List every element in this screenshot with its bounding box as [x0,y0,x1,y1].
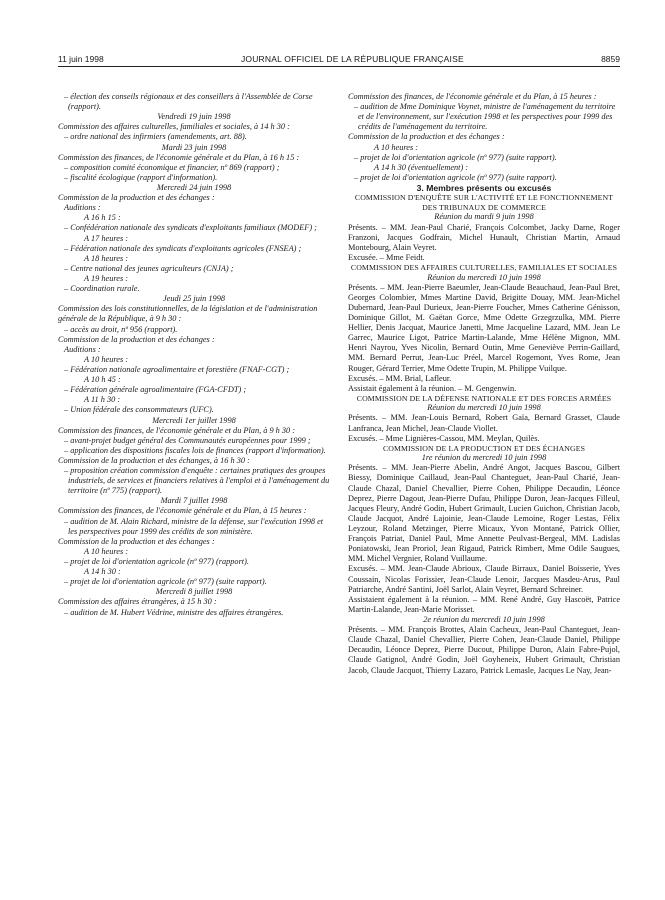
agenda-time: A 16 h 15 : [84,213,121,223]
agenda-time: A 10 h 45 : [84,375,121,385]
agenda-time: A 14 h 30 (éventuellement) : [374,162,469,172]
agenda-item: – accès au droit, nº 956 (rapport). [64,324,178,334]
attendance-paragraph: Excusés. – Mme Lignières-Cassou, MM. Meylan, Quilès. [348,433,540,443]
agenda-item: – Union fédérale des consommateurs (UFC). [64,405,214,415]
agenda-heading: Commission des finances, de l'économie générale et du Plan, à 15 heures : [348,92,597,101]
commission-heading: COMMISSION DE LA PRODUCTION ET DES ÉCHANGES [382,443,586,453]
agenda-item: – Confédération nationale des syndicats d'exploitants familiaux (MODEF) ; [64,223,317,233]
attendance-paragraph: Assistait également à la réunion. – M. Gengenwin. [348,383,517,393]
agenda-item: – ordre national des infirmiers (amendements, art. 88). [64,132,247,142]
meeting-date: Réunion du mercredi 10 juin 1998 [427,272,541,282]
agenda-item: Auditions : [64,203,101,213]
agenda-item: – application des dispositions fiscales lois de finances (rapport d'information). [64,445,326,455]
agenda-item: – fiscalité écologique (rapport d'information). [64,172,218,182]
agenda-time: A 18 heures : [84,253,129,263]
attendance-paragraph: Assistaient également à la réunion. – MM. René André, Guy Hascoët, Patrice Martin-Lalande, Jean-Marie Morisset. [348,594,620,614]
attendance-paragraph: Présents. – MM. Jean-Pierre Baeumler, Jean-Claude Beauchaud, Jean-Paul Bret, Georges Colombier, Mmes Martine David, Brigitte Douay, MM. Jean-Michel Dubernard, Jean-Paul Durieux, Jean-Pierre Foucher, Mmes Catherine Génisson, Dominique Gillot, M. Gaëtan Gorce, Mme Odette Grzegrzulka, MM. Pierre Hellier, Denis Jacquat, Maurice Janetti, Mme Jacqueline Lazard, MM. Jean Le Garrec, Maurice Ligot, Patrice Martin-Lalande, Mme Hélène Mignon, MM. Henri Nayrou, Yves Nicolin, Bernard Outin, Mme Geneviève Perrin-Gaillard, MM. Bernard Perrut, Jean-Luc Préel, Marcel Rogemont, Yves Rome, Jean Rouger, Gérard Terrier, Mme Odette Trupin, M. Philippe Vuilque. [348,282,620,373]
agenda-item: – projet de loi d'orientation agricole (nº 977) (rapport). [64,557,249,567]
page-header [58,53,620,67]
agenda-heading: Commission de la production et des échanges : [58,334,215,344]
agenda-item: – projet de loi d'orientation agricole (nº 977) (suite rapport). [64,577,267,587]
agenda-item: – Fédération générale agroalimentaire (FGA-CFDT) ; [64,385,247,395]
attendance-paragraph: Excusés. – MM. Jean-Claude Abrioux, Claude Birraux, Daniel Boisserie, Yves Coussain, Nicolas Forissier, Jean-Claude Lenoir, Jacques Masdeu-Arus, Paul Patriarche, André Santini, Joël Sarlot, Alain Veyret, Bernard Schreiner. [348,564,620,594]
agenda-item: – audition de Mme Dominique Voynet, ministre de l'aménagement du territoire et de l'environnement, sur l'exécution 1998 et les perspectives pour 1999 des crédits de l'aménagement du territoire. [354,102,616,132]
agenda-date: Jeudi 25 juin 1998 [163,294,225,304]
commission-heading: COMMISSION DE LA DÉFENSE NATIONALE ET DES FORCES ARMÉES [356,393,612,403]
agenda-item: – élection des conseils régionaux et des conseillers à l'Assemblée de Corse (rapport). [64,92,313,112]
agenda-item: Auditions : [64,344,101,354]
agenda-heading: Commission des lois constitutionnelles, de la législation et de l'administration générale de la République, à 9 h 30 : [58,304,318,324]
attendance-paragraph: Excusés. – MM. Brial, Lafleur. [348,373,452,383]
agenda-item: – projet de loi d'orientation agricole (nº 977) (suite rapport). [354,172,557,182]
agenda-heading: Commission de la production et des échanges : [58,536,215,546]
agenda-date: Mercredi 1er juillet 1998 [152,415,236,425]
header-journal-title: JOURNAL OFFICIEL DE LA RÉPUBLIQUE FRANÇAISE [240,53,464,64]
meeting-date: Réunion du mardi 9 juin 1998 [434,212,534,222]
agenda-date: Vendredi 19 juin 1998 [157,112,231,122]
header-date: 11 juin 1998 [58,53,104,64]
agenda-time: A 19 heures : [84,273,129,283]
agenda-time: A 10 heures : [84,354,129,364]
agenda-item: – projet de loi d'orientation agricole (nº 977) (suite rapport). [354,152,557,162]
agenda-heading: Commission des finances, de l'économie générale et du Plan, à 16 h 15 : [58,152,300,162]
attendance-paragraph: Présents. – MM. Jean-Louis Bernard, Robert Gaïa, Bernard Grasset, Claude Lanfranca, Jean Michel, Jean-Claude Viollet. [348,413,620,433]
agenda-item: – proposition création commission d'enquête : certaines pratiques des groupes industriels, de services et financiers relatives à l'emploi et à l'aménagement du territoire (nº 775) (rapport). [64,466,330,496]
attendance-paragraph: Présents. – MM. Jean-Paul Charié, François Colcombet, Jacky Darne, Roger Franzoni, Jacques Godfrain, Michel Hunault, Christian Martin, Arnaud Montebourg, Alain Veyret. [348,222,620,252]
agenda-time: A 11 h 30 : [84,395,121,405]
agenda-heading: Commission des affaires culturelles, familiales et sociales, à 14 h 30 : [58,122,290,132]
attendance-paragraph: Présents. – MM. Jean-Pierre Abelin, André Angot, Jacques Bascou, Gilbert Biessy, Dominique Caillaud, Jean-Paul Chanteguet, Jean-Paul Charié, Jean-Claude Chazal, Daniel Chevallier, Pierre Cohen, Philippe Decaudin, Léonce Deprez, Pierre Dagout, Jean-Pierre Dufau, Philippe Duron, Jean-Jacques Filleul, Jacques Fleury, André Godin, Hubert Grimault, Lucien Guichon, Christian Jacob, Claude Jacquot, André Lajoinie, Jean-Claude Lemoine, Roger Lestas, Félix Leyzour, Roland Metzinger, Pierre Micaux, Yvon Montané, Patrick Ollier, François Patriat, Daniel Paul, Mme Annette Peulvast-Bergeal, MM. Ladislas Poniatowski, Jean Proriol, Jean Rigaud, Patrick Rimbert, Mme Odile Saugues, MM. Michel Vergnier, Roland Vuillaume. [348,463,620,564]
attendance-paragraph: Excusée. – Mme Feidt. [348,252,425,262]
meeting-date: Réunion du mercredi 10 juin 1998 [427,403,541,413]
agenda-heading: Commission des affaires étrangères, à 15 h 30 : [58,597,217,607]
agenda-heading: Commission des finances, de l'économie générale et du Plan, à 9 h 30 : [58,425,296,435]
agenda-time: A 14 h 30 : [84,567,121,577]
left-column [58,92,330,870]
agenda-item: – audition de M. Alain Richard, ministre de la défense, sur l'exécution 1998 et les perspectives pour 1999 des crédits de son ministère. [64,516,324,536]
agenda-item: – Fédération nationale agroalimentaire et forestière (FNAF-CGT) ; [64,364,290,374]
right-column [348,92,620,870]
agenda-item: – Coordination rurale. [64,284,140,294]
agenda-heading: Commission de la production et des échanges : [58,193,215,203]
meeting-date: 2e réunion du mercredi 10 juin 1998 [423,615,545,625]
agenda-date: Mercredi 8 juillet 1998 [155,587,233,597]
attendance-paragraph: Présents. – MM. François Brottes, Alain Cacheux, Jean-Paul Chanteguet, Jean-Claude Chazal, Daniel Chevallier, Pierre Cohen, Jean-Claude Daniel, Philippe Decaudin, Léonce Deprez, Pierre Ducout, Philippe Duron, Alain Fabre-Pujol, Claude Gatignol, André Godin, Joël Goyheneix, Hubert Grimault, Christian Jacob, Claude Jacquot, Thierry Lazaro, Patrick Lemasle, Jacques Le Nay, Jean- [348,625,620,675]
meeting-date: 1re réunion du mercredi 10 juin 1998 [421,453,547,463]
agenda-item: – composition comité économique et financier, nº 869 (rapport) ; [64,162,280,172]
agenda-date: Mardi 23 juin 1998 [161,142,227,152]
agenda-date: Mardi 7 juillet 1998 [160,496,228,506]
agenda-date: Mercredi 24 juin 1998 [156,182,232,192]
agenda-time: A 17 heures : [84,233,129,243]
header-page-number: 8859 [601,53,620,64]
agenda-time: A 10 heures : [84,546,129,556]
agenda-item: – audition de M. Hubert Védrine, ministre des affaires étrangères. [64,607,284,617]
agenda-heading: Commission de la production et des échanges : [348,132,505,142]
commission-heading: COMMISSION DES AFFAIRES CULTURELLES, FAMILIALES ET SOCIALES [350,263,618,273]
agenda-heading: Commission des finances, de l'économie générale et du Plan, à 15 heures : [58,506,307,516]
commission-heading: COMMISSION D'ENQUÊTE SUR L'ACTIVITÉ ET LE FONCTIONNEMENT DES TRIBUNAUX DE COMMERCE [354,193,614,212]
section-heading: 3. Membres présents ou excusés [416,182,552,193]
agenda-time: A 10 heures : [374,142,419,152]
agenda-item: – Centre national des jeunes agriculteurs (CNJA) ; [64,263,234,273]
agenda-item: – Fédération nationale des syndicats d'exploitants agricoles (FNSEA) ; [64,243,302,253]
agenda-heading: Commission de la production et des échanges, à 16 h 30 : [58,455,250,465]
agenda-item: – avant-projet budget général des Communautés européennes pour 1999 ; [64,435,311,445]
text-columns [58,92,620,870]
